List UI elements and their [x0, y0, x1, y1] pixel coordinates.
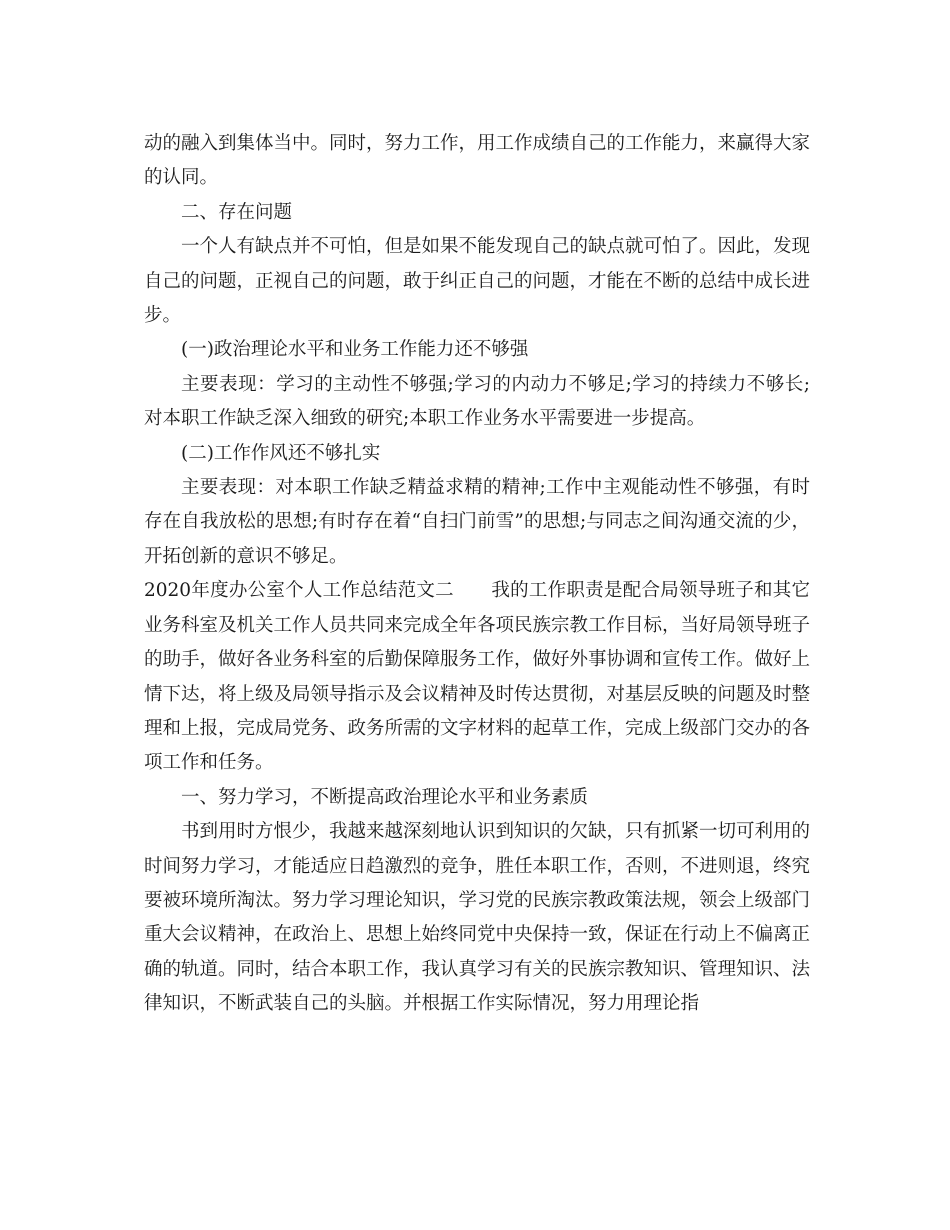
subheading-political-theory: (一)政治理论水平和业务工作能力还不够强 — [181, 339, 529, 361]
paragraph-3: 主要表现：学习的主动性不够强;学习的内动力不够足;学习的持续力不够长;对本职工作缺乏深入细致的研究;本职工作业务水平需要进一步提高。 — [144, 373, 810, 430]
paragraph-4: 主要表现：对本职工作缺乏精益求精的精神;工作中主观能动性不够强，有时存在自我放松的思想;有时存在着“自扫门前雪”的思想;与同志之间沟通交流的少，开拓创新的意识不够足。 — [144, 477, 810, 567]
paragraph-2: 一个人有缺点并不可怕，但是如果不能发现自己的缺点就可怕了。因此，发现自己的问题，正视自己的问题，敢于纠正自己的问题，才能在不断的总结中成长进步。 — [144, 236, 811, 327]
subheading-work-style: (二)工作作风还不够扎实 — [181, 442, 381, 464]
paragraph-5: 2020年度办公室个人工作总结范文二 我的工作职责是配合局领导班子和其它业务科室及机关工作人员共同来完成全年各项民族宗教工作目标，当好局领导班子的助手，做好各业务科室的后勤保障服务工作，做好外事协调和宣传工作。做好上情下达，将上级及局领导指示及会议精神及时传达贯彻，对基层反映的问题及时整理和上报，完成局党务、政务所需的文字材料的起草工作，完成上级部门交办的各项工作和任务。 — [144, 580, 811, 774]
paragraph-6: 书到用时方恨少，我越来越深刻地认识到知识的欠缺，只有抓紧一切可利用的时间努力学习，才能适应日趋激烈的竞争，胜任本职工作，否则，不进则退，终究要被环境所淘汰。努力学习理论知识，学习党的民族宗教政策法规，领会上级部门重大会议精神，在政治上、思想上始终同党中央保持一致，保证在行动上不偏离正确的轨道。同时，结合本职工作，我认真学习有关的民族宗教知识、管理知识、法律知识，不断武装自己的头脑。并根据工作实际情况，努力用理论指 — [144, 821, 811, 1015]
section-heading-study: 一、努力学习，不断提高政治理论水平和业务素质 — [181, 786, 589, 808]
section-heading-problems: 二、存在问题 — [181, 201, 293, 223]
paragraph-1: 动的融入到集体当中。同时，努力工作，用工作成绩自己的工作能力，来赢得大家的认同。 — [144, 133, 811, 189]
document-body — [144, 127, 810, 1022]
